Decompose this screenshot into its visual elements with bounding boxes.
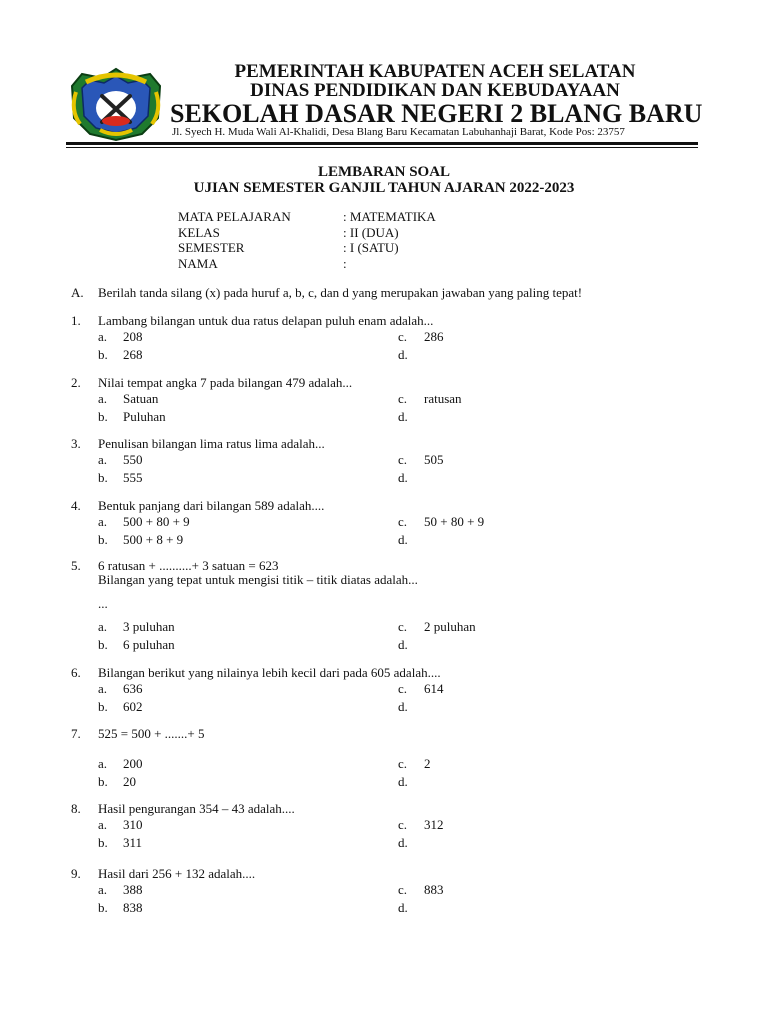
school-address: Jl. Syech H. Muda Wali Al-Khalidi, Desa Blang Baru Kecamatan Labuhanhaji Barat, Kode Pos: 23757 (172, 126, 625, 138)
option-letter: b. (98, 532, 108, 547)
option-text: Puluhan (123, 409, 166, 424)
option-text: 2 puluhan (424, 619, 476, 634)
option-letter: b. (98, 409, 108, 424)
question-text: 6 ratusan + ..........+ 3 satuan = 623 (98, 558, 279, 573)
option-text: 312 (424, 817, 444, 832)
option-letter: a. (98, 514, 108, 529)
option-text: 50 + 80 + 9 (424, 514, 485, 529)
option-text: 311 (123, 835, 143, 850)
option-text: 883 (424, 882, 444, 897)
info-label: SEMESTER (178, 240, 245, 255)
option-letter: c. (398, 452, 408, 467)
option-text: 505 (424, 452, 444, 467)
option-letter: d. (398, 835, 408, 850)
department-heading: DINAS PENDIDIKAN DAN KEBUDAYAAN (250, 80, 620, 101)
option-letter: a. (98, 619, 108, 634)
regency-emblem-icon (66, 64, 166, 144)
question-number: 9. (71, 866, 81, 881)
exam-title: UJIAN SEMESTER GANJIL TAHUN AJARAN 2022-2023 (193, 180, 575, 196)
question-number: 7. (71, 726, 81, 741)
question-number: 5. (71, 558, 81, 573)
option-text: 614 (424, 681, 444, 696)
option-letter: d. (398, 699, 408, 714)
section-instruction: Berilah tanda silang (x) pada huruf a, b, c, dan d yang merupakan jawaban yang paling tepat! (98, 285, 583, 300)
school-name: SEKOLAH DASAR NEGERI 2 BLANG BARU (170, 99, 703, 128)
section-letter: A. (71, 285, 84, 300)
option-text: 200 (123, 756, 143, 771)
option-letter: c. (398, 817, 408, 832)
option-letter: b. (98, 637, 108, 652)
option-letter: c. (398, 882, 408, 897)
question-text: Bilangan yang tepat untuk mengisi titik – titik diatas adalah... (98, 572, 418, 587)
option-letter: b. (98, 774, 108, 789)
info-label: KELAS (178, 225, 220, 240)
option-letter: b. (98, 347, 108, 362)
question-number: 6. (71, 665, 81, 680)
option-letter: c. (398, 619, 408, 634)
option-text: 268 (123, 347, 143, 362)
question-number: 1. (71, 313, 81, 328)
info-label: NAMA (178, 256, 218, 271)
info-value: : I (SATU) (343, 240, 399, 255)
letterhead-rule-thin (66, 147, 698, 148)
letterhead-rule-thick (66, 142, 698, 145)
option-text: 550 (123, 452, 143, 467)
info-row-subject (178, 209, 436, 225)
question-text: Penulisan bilangan lima ratus lima adalah... (98, 436, 325, 451)
question-number: 4. (71, 498, 81, 513)
info-value: : (343, 256, 347, 271)
info-row-name (178, 256, 347, 272)
question-text: Bilangan berikut yang nilainya lebih kecil dari pada 605 adalah.... (98, 665, 441, 680)
question-number: 2. (71, 375, 81, 390)
option-text: 838 (123, 900, 143, 915)
question-number: 8. (71, 801, 81, 816)
option-letter: b. (98, 470, 108, 485)
info-label: MATA PELAJARAN (178, 209, 291, 224)
info-row-semester (178, 240, 399, 256)
option-letter: d. (398, 637, 408, 652)
option-text: 500 + 8 + 9 (123, 532, 184, 547)
question-number: 3. (71, 436, 81, 451)
option-letter: d. (398, 409, 408, 424)
option-letter: d. (398, 347, 408, 362)
question-text: Hasil pengurangan 354 – 43 adalah.... (98, 801, 295, 816)
option-letter: b. (98, 900, 108, 915)
option-text: 20 (123, 774, 136, 789)
info-value: : II (DUA) (343, 225, 399, 240)
government-heading: PEMERINTAH KABUPATEN ACEH SELATAN (234, 61, 636, 82)
option-text: 388 (123, 882, 143, 897)
question-text: Bentuk panjang dari bilangan 589 adalah.... (98, 498, 325, 513)
option-letter: b. (98, 699, 108, 714)
option-letter: b. (98, 835, 108, 850)
option-letter: c. (398, 391, 408, 406)
option-text: 2 (424, 756, 431, 771)
option-letter: d. (398, 532, 408, 547)
option-letter: c. (398, 681, 408, 696)
option-letter: a. (98, 756, 108, 771)
option-text: ratusan (424, 391, 462, 406)
option-text: 286 (424, 329, 444, 344)
option-letter: a. (98, 882, 108, 897)
option-letter: d. (398, 900, 408, 915)
question-text: Lambang bilangan untuk dua ratus delapan puluh enam adalah... (98, 313, 434, 328)
option-letter: a. (98, 681, 108, 696)
sheet-title: LEMBARAN SOAL (317, 164, 451, 180)
info-value: : MATEMATIKA (343, 209, 436, 224)
option-letter: a. (98, 452, 108, 467)
option-letter: c. (398, 514, 408, 529)
option-text: 602 (123, 699, 143, 714)
option-text: 500 + 80 + 9 (123, 514, 190, 529)
option-text: 6 puluhan (123, 637, 175, 652)
option-text: 310 (123, 817, 143, 832)
question-text: ... (98, 596, 108, 611)
option-letter: c. (398, 329, 408, 344)
option-text: 555 (123, 470, 143, 485)
info-row-class (178, 225, 399, 241)
option-letter: d. (398, 470, 408, 485)
question-text: Hasil dari 256 + 132 adalah.... (98, 866, 256, 881)
option-letter: c. (398, 756, 408, 771)
option-letter: a. (98, 391, 108, 406)
question-text: 525 = 500 + .......+ 5 (98, 726, 205, 741)
option-letter: a. (98, 329, 108, 344)
option-text: 636 (123, 681, 143, 696)
option-text: Satuan (123, 391, 159, 406)
option-letter: d. (398, 774, 408, 789)
option-text: 208 (123, 329, 143, 344)
option-text: 3 puluhan (123, 619, 175, 634)
question-text: Nilai tempat angka 7 pada bilangan 479 adalah... (98, 375, 353, 390)
option-letter: a. (98, 817, 108, 832)
